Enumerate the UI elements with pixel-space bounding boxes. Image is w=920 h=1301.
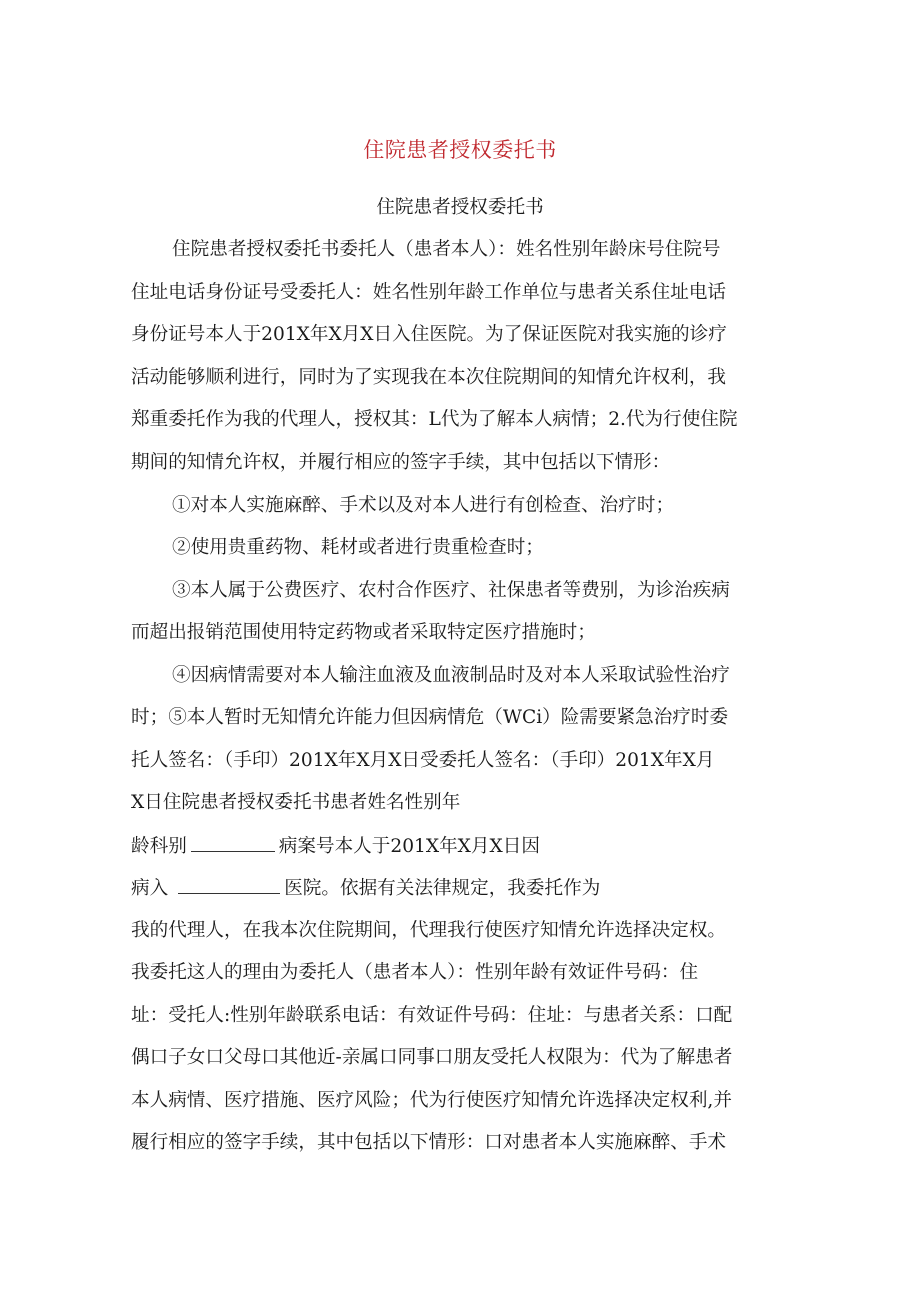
form-line-hospital [131, 876, 600, 901]
list-item: ④因病情需要对本人输注血液及血液制品时及对本人采取试验性治疗 [172, 665, 730, 686]
paragraph-line: 期间的知情允许权，并履行相应的签字手续，其中包括以下情形： [131, 452, 671, 473]
paragraph-line: 活动能够顺利进行，同时为了实现我在本次住院期间的知情允许权利，我 [131, 367, 727, 388]
paragraph-line: 履行相应的签字手续，其中包括以下情形：口对患者本人实施麻醉、手术 [131, 1132, 727, 1153]
paragraph-line: 住址电话身份证号受委托人：姓名性别年龄工作单位与患者关系住址电话 [131, 282, 727, 303]
blank-field-department[interactable] [191, 834, 275, 852]
paragraph-line: 我的代理人，在我本次住院期间，代理我行使医疗知情允许选择决定权。 [131, 920, 727, 941]
form-label: 医院。依据有关法律规定，我委托作为 [284, 878, 601, 899]
paragraph-line: 而超出报销范围使用特定药物或者采取特定医疗措施时； [131, 622, 596, 643]
paragraph-line: 本人病情、医疗措施、医疗风险；代为行使医疗知情允许选择决定权利,并 [131, 1090, 732, 1111]
form-label: 病案号本人于201X年X月X日因 [278, 836, 540, 857]
list-item: ③本人属于公费医疗、农村合作医疗、社保患者等费别，为诊治疾病 [172, 580, 730, 601]
paragraph-line: 址：受托人:性别年龄联系电话：有效证件号码：住址：与患者关系：口配 [131, 1005, 733, 1026]
document-title: 住院患者授权委托书 [363, 138, 557, 162]
paragraph-line: 偶口子女口父母口其他近-亲属口同事口朋友受托人权限为：代为了解患者 [131, 1047, 733, 1068]
paragraph-line: 时；⑤本人暂时无知情允许能力但因病情危（WCi）险需要紧急治疗时委 [131, 707, 729, 728]
form-label: 病入 [131, 878, 169, 899]
list-item: ②使用贵重药物、耗材或者进行贵重检查时； [172, 537, 544, 558]
list-item: ①对本人实施麻醉、手术以及对本人进行有创检查、治疗时； [172, 495, 675, 516]
document-subtitle: 住院患者授权委托书 [376, 197, 544, 218]
paragraph-line: 托人签名：（手印）201X年X月X日受委托人签名：（手印）201X年X月 [131, 750, 715, 771]
paragraph-line: 我委托这人的理由为委托人（患者本人）：性别年龄有效证件号码：住 [131, 962, 699, 983]
form-line-department [131, 834, 540, 859]
paragraph-line: X日住院患者授权委托书患者姓名性别年 [131, 792, 461, 813]
paragraph-line: 住院患者授权委托书委托人（患者本人）：姓名性别年龄床号住院号 [172, 239, 721, 260]
paragraph-line: 身份证号本人于201X年X月X日入住医院。为了保证医院对我实施的诊疗 [131, 324, 727, 345]
blank-field-hospital[interactable] [178, 876, 280, 894]
paragraph-line: 郑重委托作为我的代理人，授权其：L代为了解本人病情；2.代为行使住院 [131, 409, 738, 430]
form-label: 龄科别 [131, 836, 187, 857]
